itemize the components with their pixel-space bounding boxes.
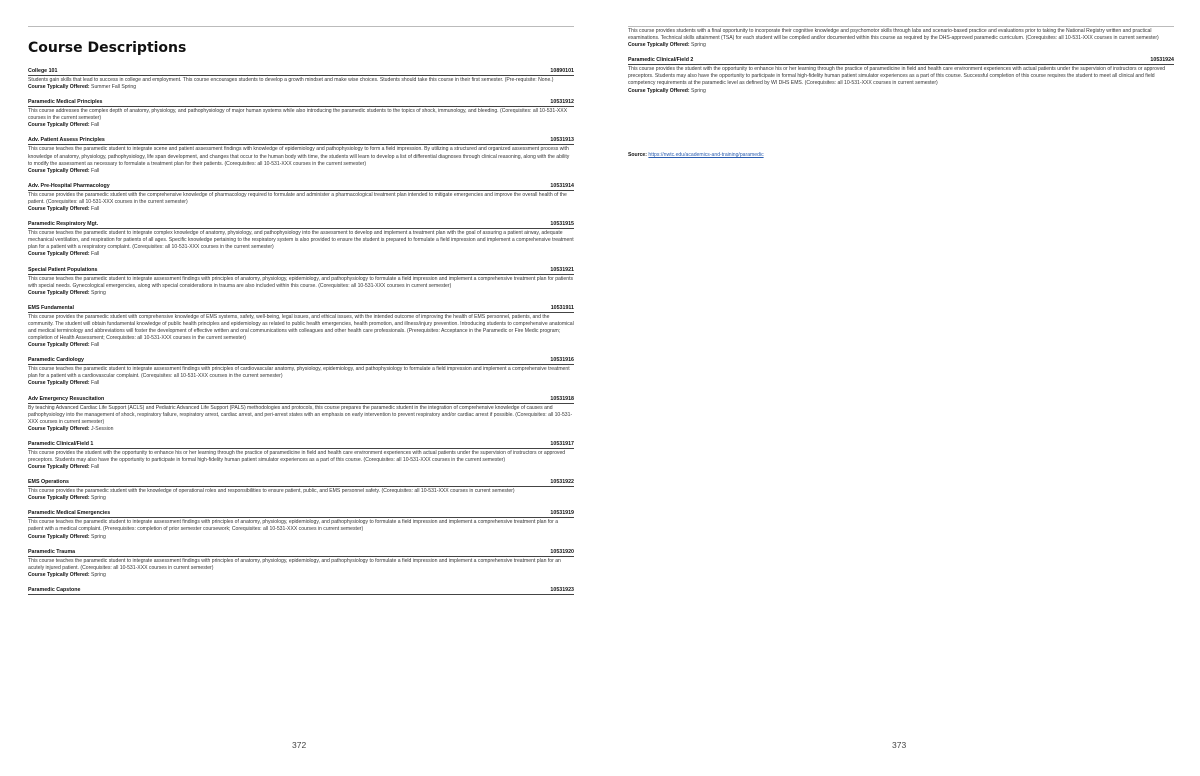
course-code: 10531913 bbox=[550, 137, 574, 144]
course-description: This course provides the student with the opportunity to enhance his or her learning through the practice of paramedicine in field and health care environment experiences with actual patients under the supervision of instructors or approved preceptors. Students may also have the opportunity to participate in formal high-fidelity human patient simulator experiences as a part of this course. (Corequisites: all 10-531-XXX courses in the current semester) bbox=[28, 449, 566, 463]
course-description: This course provides students with a final opportunity to incorporate their cognitive knowledge and psychomotor skills through labs and scenario-based practice and evaluations prior to taking the National Registry written and practical examinations. Technical skills attainment (TSA) for each student will be compiled and/or documented within this course as required by the DHS-approved paramedic curriculum. (Corequisites: all 10-531-XXX courses in current semester) bbox=[628, 28, 1159, 42]
source-label: Source: bbox=[628, 152, 647, 158]
course-description: This course teaches the paramedic student to integrate assessment findings with principles of cardiovascular anatomy, physiology, epidemiology, and pathophysiology to formulate a field impression and implement a comprehensive treatment plan for a patient with a cardiovascular complaint. (Corequisites: all 10-531-XXX courses in the current semester) bbox=[28, 366, 570, 380]
course-description: This course provides the paramedic student with the comprehensive knowledge of pharmacology required to formulate and administer a pharmacological treatment plan intended to mitigate emergencies and improve the overall health of the patient. (Corequisites: all 10-531-XXX courses in the current semester) bbox=[28, 191, 567, 205]
course-offered: Course Typically Offered: Fall bbox=[28, 380, 100, 387]
course-entry bbox=[28, 441, 574, 471]
page-title: Course Descriptions bbox=[28, 40, 187, 56]
course-offered: Course Typically Offered: Spring bbox=[628, 87, 706, 94]
course-code: 10531916 bbox=[550, 357, 574, 364]
course-code: 10531917 bbox=[550, 440, 574, 447]
course-code: 10531924 bbox=[1150, 57, 1174, 64]
course-header bbox=[28, 357, 574, 365]
course-description: This course addresses the complex depth of anatomy, physiology, and pathophysiology of major human systems while also introducing the paramedic students to the topics of shock, immunology, and bleeding. (Corequisites: all 10-531-XXX courses in the current semester) bbox=[28, 108, 568, 122]
course-offered: Course Typically Offered: Spring bbox=[28, 533, 106, 540]
course-code: 10531922 bbox=[550, 479, 574, 486]
source-link[interactable]: https://nwtc.edu/academics-and-training/paramedic bbox=[648, 152, 764, 158]
course-name: College 101 bbox=[28, 68, 58, 74]
course-header bbox=[28, 441, 574, 449]
course-name: Adv Emergency Resuscitation bbox=[28, 395, 105, 402]
course-header bbox=[28, 396, 574, 404]
course-description: This course teaches the paramedic student to integrate assessment findings with principles of anatomy, physiology, epidemiology, and pathophysiology to formulate a field impression and implement a comprehensive treatment plan for patients with special needs. Gynecological emergencies, along with special considerations in trauma are also included within this course. (Corequisites: all 10-531-XXX courses in current semester) bbox=[28, 275, 574, 289]
course-offered: Course Typically Offered: Spring bbox=[628, 42, 706, 49]
course-header bbox=[28, 99, 574, 107]
course-name: Paramedic Medical Emergencies bbox=[28, 510, 111, 517]
course-offered: Course Typically Offered: Spring bbox=[28, 495, 106, 502]
course-description: This course provides the student with the opportunity to enhance his or her learning through the practice of paramedicine in field and health care environment experiences with actual patients under the supervision of instructors or approved preceptors. Students may also have the opportunity to participate in formal high-fidelity human patient simulator experiences as a part of this course. Successful completion of this course requires the student to meet all clinical and field competency requirements at the paramedic level as defined by WI DHS EMS. (Corequisites: all 10-531-XXX courses in current semester) bbox=[628, 66, 1166, 87]
course-code: 10531912 bbox=[550, 99, 574, 106]
course-name: EMS Operations bbox=[28, 479, 69, 486]
course-entry bbox=[628, 57, 1174, 94]
course-header bbox=[28, 510, 574, 518]
course-entry bbox=[28, 221, 574, 258]
page-number: 373 bbox=[892, 740, 907, 750]
course-name: Paramedic Clinical/Field 1 bbox=[28, 440, 94, 447]
course-entry bbox=[28, 137, 574, 174]
course-name: EMS Fundamental bbox=[28, 304, 74, 311]
course-entry bbox=[28, 510, 574, 540]
course-header bbox=[628, 57, 1174, 65]
course-offered: Course Typically Offered: Spring bbox=[28, 289, 106, 296]
course-description: This course provides the paramedic student with comprehensive knowledge of EMS systems, safety, well-being, legal issues, and ethical issues, with the intended outcome of improving the health of EMS personnel, patients, and the community. The student will obtain fundamental knowledge of public health principles and epidemiology as related to public health emergencies, health promotion, and illness/injury prevention. Introducing students to comprehensive anatomical and medical terminology and abbreviations will foster the development of effective written and oral communications with colleagues and other health care professionals. (Prerequisites: Acceptance in the Paramedic or Fire Medic program; completion of Health Assessment; Corequisites: all 10-531-XXX courses in the current semester) bbox=[28, 313, 574, 342]
course-offered: Course Typically Offered: Fall bbox=[28, 464, 100, 471]
top-divider bbox=[28, 26, 574, 27]
course-header bbox=[28, 305, 574, 313]
course-list bbox=[28, 68, 574, 595]
course-entry bbox=[28, 68, 574, 91]
course-entry bbox=[28, 396, 574, 433]
course-entry bbox=[28, 587, 574, 595]
course-name: Special Patient Populations bbox=[28, 266, 98, 273]
course-entry bbox=[28, 549, 574, 579]
course-offered: Course Typically Offered: Fall bbox=[28, 206, 100, 213]
course-entry bbox=[28, 99, 574, 129]
course-name: Paramedic Capstone bbox=[28, 586, 81, 593]
course-name: Paramedic Cardiology bbox=[28, 357, 84, 364]
course-name: Paramedic Clinical/Field 2 bbox=[628, 57, 694, 64]
course-header bbox=[28, 587, 574, 595]
course-code: 10531923 bbox=[550, 586, 574, 593]
course-name: Adv. Patient Assess Principles bbox=[28, 137, 105, 144]
course-name: Paramedic Trauma bbox=[28, 548, 76, 555]
course-header bbox=[28, 549, 574, 557]
course-offered: Course Typically Offered: J-Session bbox=[28, 425, 114, 432]
course-entry bbox=[28, 479, 574, 502]
course-name: Paramedic Respiratory Mgt. bbox=[28, 221, 99, 228]
course-description: Students gain skills that lead to success in college and employment. This course encourages students to develop a growth mindset and make wise choices. Students should take this course in their first semester. (Pre-requisite: None.) bbox=[28, 77, 554, 83]
course-header bbox=[28, 479, 574, 487]
course-code: 10531915 bbox=[550, 221, 574, 228]
course-header bbox=[28, 221, 574, 229]
course-description: This course teaches the paramedic student to integrate complex knowledge of anatomy, physiology, and pathophysiology into the assessment to develop and implement a treatment plan with the goal of assuring a patient airway, adequate mechanical ventilation, and respiration for patients of all ages. Specific knowledge pertaining to the respiratory system is also provided to ensure the student is prepared to formulate a field impression and implement a comprehensive treatment plan for a patient with a respiratory complaint. (Corequisites: all 10-531-XXX courses in the current semester) bbox=[28, 230, 574, 251]
course-header bbox=[28, 68, 574, 76]
course-description: By teaching Advanced Cardiac Life Support (ACLS) and Pediatric Advanced Life Support (PALS) methodologies and protocols, this course prepares the paramedic student in the integration of comprehensive knowledge of causes and pathophysiology into the management of shock, respiratory failure, respiratory arrest, cardiac arrest, and peri-arrest states with an emphasis on early intervention to prevent respiratory and/or cardiac arrest if possible. (Corequisites: all 10-531-XXX courses in current semester) bbox=[28, 404, 573, 425]
course-name: Paramedic Medical Principles bbox=[28, 99, 103, 106]
course-header bbox=[28, 137, 574, 145]
course-offered: Course Typically Offered: Summer Fall Spring bbox=[28, 84, 137, 91]
course-code: 10531914 bbox=[550, 182, 574, 189]
course-description: This course teaches the paramedic student to integrate assessment findings with principles of anatomy, physiology, epidemiology, and pathophysiology to formulate a field impression and implement a comprehensive treatment plan for a patient with a medical complaint. (Prerequisites: completion of prior semester coursework; Corequisites: all 10-531-XXX courses in current semester) bbox=[28, 519, 559, 533]
course-offered: Course Typically Offered: Fall bbox=[28, 167, 100, 174]
course-description: This course provides the paramedic student with the knowledge of operational roles and responsibilities to ensure patient, public, and EMS personnel safety. (Corequisites: all 10-531-XXX courses in current semester) bbox=[28, 488, 515, 495]
course-offered: Course Typically Offered: Fall bbox=[28, 251, 100, 258]
course-description: This course teaches the paramedic student to integrate scene and patient assessment findings with knowledge of epidemiology and pathophysiology to form a field impression. By utilizing a structured and organized assessment process with knowledge of anatomy, physiology, pathophysiology, life span development, and changes that occur to the human body with time, the students will learn to develop a list of differential diagnoses through clinical reasoning, along with the ability to modify the assessment as necessary to formulate a treatment plan for their patients. (Corequisites: all 10-531-XXX courses in the current semester) bbox=[28, 146, 570, 167]
course-offered: Course Typically Offered: Fall bbox=[28, 342, 100, 349]
page-number: 372 bbox=[292, 740, 307, 750]
course-offered: Course Typically Offered: Spring bbox=[28, 571, 106, 578]
course-entry bbox=[28, 183, 574, 213]
course-header bbox=[28, 267, 574, 275]
course-code: 10531921 bbox=[550, 266, 574, 273]
course-code: 10531920 bbox=[550, 548, 574, 555]
course-code: 10531918 bbox=[550, 395, 574, 402]
source-line bbox=[628, 152, 764, 158]
course-code: 10890101 bbox=[550, 68, 574, 74]
course-entry bbox=[28, 305, 574, 349]
course-name: Adv. Pre-Hospital Pharmacology bbox=[28, 182, 110, 189]
course-code: 10531911 bbox=[550, 304, 574, 311]
course-code: 10531919 bbox=[550, 510, 574, 517]
course-description: This course teaches the paramedic student to integrate assessment findings with principles of anatomy, physiology, epidemiology, and pathophysiology to formulate a field impression and implement a comprehensive treatment plan for an acutely injured patient. (Corequisites: all 10-531-XXX courses in current semester) bbox=[28, 557, 561, 571]
course-entry bbox=[28, 357, 574, 387]
course-entry-continued bbox=[628, 28, 1174, 49]
course-offered: Course Typically Offered: Fall bbox=[28, 122, 100, 129]
course-entry bbox=[28, 267, 574, 297]
right-page bbox=[600, 0, 1200, 776]
course-header bbox=[28, 183, 574, 191]
course-list bbox=[628, 27, 1174, 103]
